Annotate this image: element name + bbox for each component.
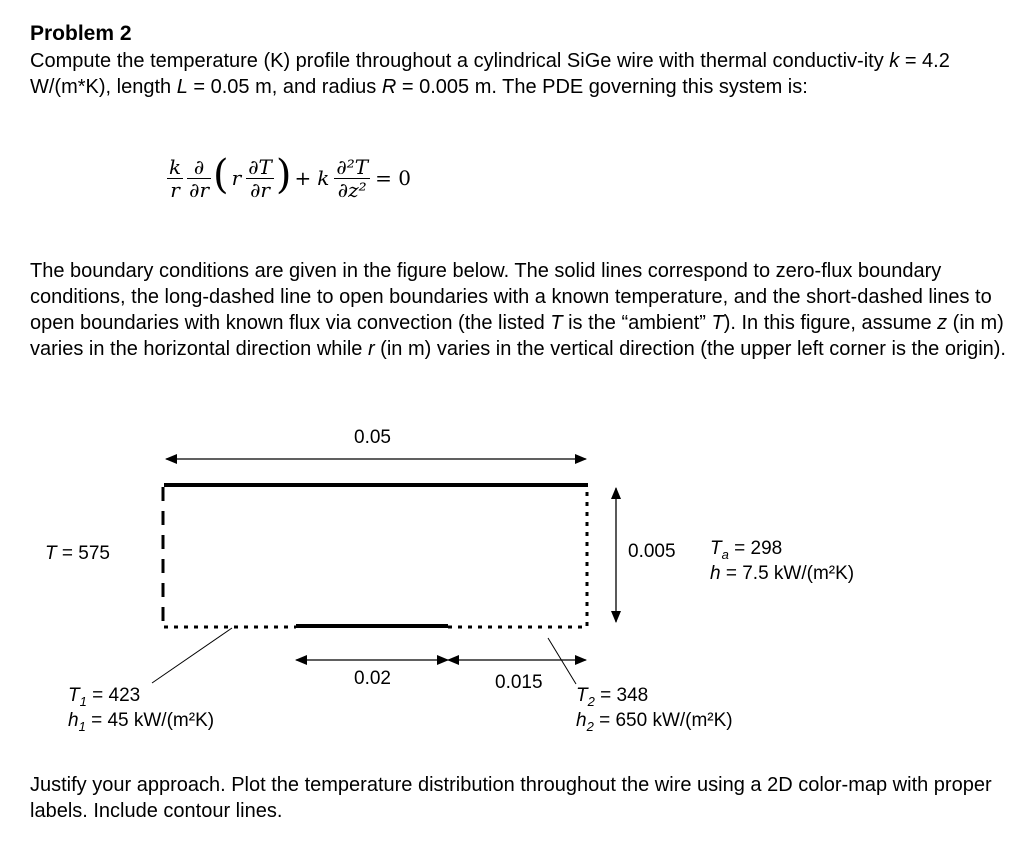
leader-line-bc2 xyxy=(548,638,576,684)
leader-line-bc1 xyxy=(152,628,232,683)
boundary-conditions-paragraph: The boundary conditions are given in the figure below. The solid lines correspond to zero-flux boundary conditions, the long-dashed line to open boundaries with a known temperature, and the short-dashed lines to open boundaries with known flux via convection (the listed T is the “ambient” T). In this figure, assume z (in m) varies in the horizontal direction while r (in m) varies in the vertical direction (the upper left corner is the origin). xyxy=(30,260,1006,360)
bc2-heat-transfer-coefficient: $h_2 = 650$ kW/(m²K) xyxy=(576,710,733,734)
radius-label: 0.005 xyxy=(628,541,676,562)
problem-title: Problem 2 xyxy=(30,22,132,45)
segment2-label: 0.015 xyxy=(495,672,543,693)
bc1-temperature: $T_1 = 423$ xyxy=(68,685,141,709)
pde-equation: $\frac{k}{r}$ $\frac{\partial}{\partial r}$ ( r $\frac{\partial T}{\partial r}$ ) + k $\frac{\text{∂²T}}{\text{∂z²}}$ = 0 xyxy=(169,152,411,202)
right-bc-ambient-temperature: $T_a = 298$ xyxy=(710,538,783,562)
bc2-temperature: $T_2 = 348$ xyxy=(576,685,649,709)
segment1-label: 0.02 xyxy=(354,668,391,689)
left-bc-label: T = 575 xyxy=(45,543,110,564)
bc1-heat-transfer-coefficient: $h_1 = 45$ kW/(m²K) xyxy=(68,710,215,734)
intro-paragraph: Compute the temperature (K) profile throughout a cylindrical SiGe wire with thermal conductiv-ity k = 4.2 W/(m*K), length L = 0.05 m, and radius R = 0.005 m. The PDE governing this system is: xyxy=(30,50,950,98)
right-bc-heat-transfer-coefficient: h = 7.5 kW/(m²K) xyxy=(710,563,855,584)
closing-paragraph: Justify your approach. Plot the temperature distribution throughout the wire using a 2D color-map with proper labels. Include contour lines. xyxy=(30,774,992,822)
length-label: 0.05 xyxy=(354,427,391,448)
